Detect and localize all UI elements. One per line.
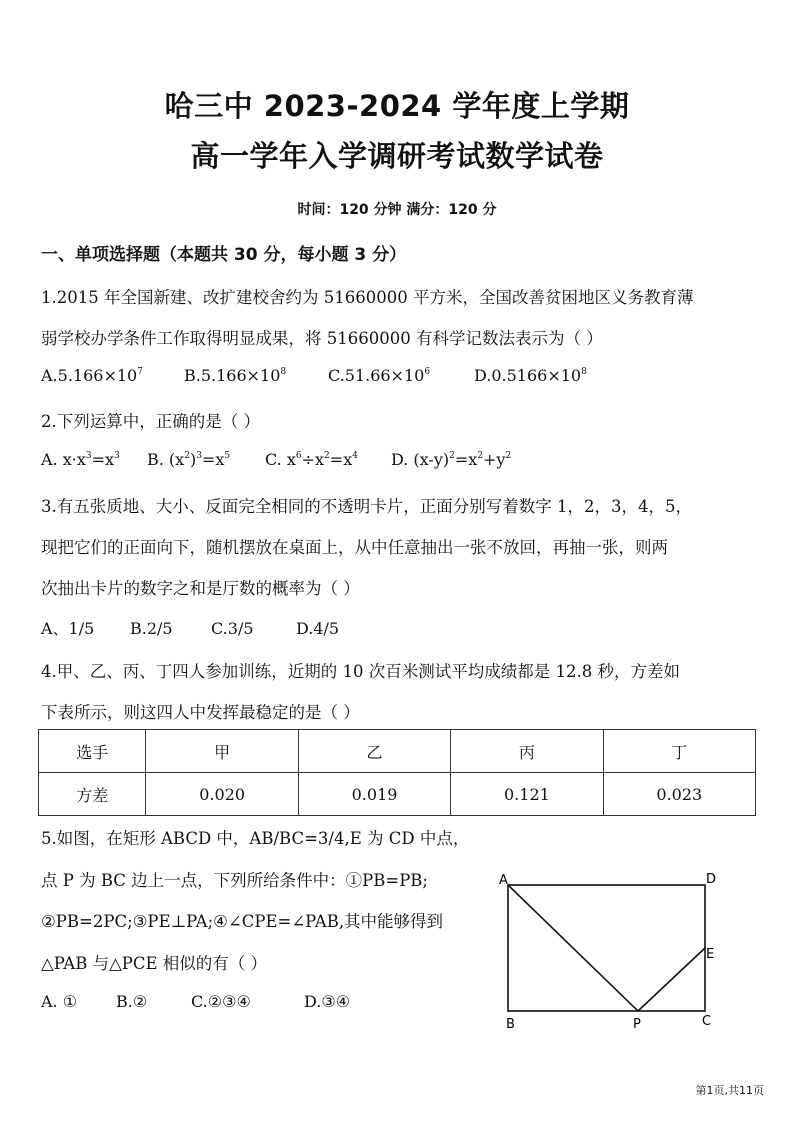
q3-line2: 现把它们的正面向下，随机摆放在桌面上，从中任意抽出一张不放回，再抽一张，则两 [41,538,668,557]
q1-option-a: $A.5.166\times 10^7$ [41,366,143,385]
rectangle-abcd [508,885,705,1011]
exam-time-and-score: 时间：120 分钟 满分：120 分 [297,202,497,218]
table-cell: 乙 [298,730,450,773]
q5-line2: 点 P 为 BC 边上一点，下列所给条件中：①PB=PB; [41,871,428,890]
exam-title-line1: 哈三中 2023-2024 学年度上学期 [164,89,630,123]
q3-option-c: C.3/5 [211,619,254,638]
table-cell: 选手 [39,730,146,773]
q5-line4: △PAB 与△PCE 相似的有（ ） [41,954,268,973]
q1-line2: 弱学校办学条件工作取得明显成果，将 51660000 有科学记数法表示为（ ） [41,329,603,348]
q5-option-c: C.②③④ [191,992,251,1011]
label-e: E [706,947,715,962]
segment-ap [508,885,638,1011]
q1-option-b: $B.5.166\times 10^8$ [184,366,287,385]
table-cell: 0.023 [603,773,755,816]
label-b: B [506,1017,515,1032]
q5-option-b: B.② [116,992,148,1011]
label-c: C [702,1014,712,1029]
table-cell: 0.121 [451,773,603,816]
table-header-row [39,730,756,773]
table-cell: 0.019 [298,773,450,816]
q2-options [41,450,511,469]
q3-line1: 3.有五张质地、大小、反面完全相同的不透明卡片，正面分别写着数字 1，2，3，4，5， [41,497,692,516]
q5-option-a: A. ① [41,992,78,1011]
q1-options [41,366,587,385]
table-row [39,773,756,816]
label-p: P [633,1017,641,1032]
table-cell: 方差 [39,773,146,816]
q4-line2: 下表所示，则这四人中发挥最稳定的是（ ） [41,703,360,722]
q4-line1: 4.甲、乙、丙、丁四人参加训练，近期的 10 次百米测试平均成绩都是 12.8 秒，方差如 [41,662,680,681]
q5-options [41,992,350,1011]
q3-line3: 次抽出卡片的数字之和是厅数的概率为（ ） [41,579,360,598]
q1-option-d: $D.0.5166\times 10^8$ [474,366,587,385]
page-number: 第1页,共11页 [695,1084,764,1097]
q3-option-d: D.4/5 [296,619,340,638]
label-d: D [706,872,717,887]
label-a: A [499,873,508,888]
q5-line3: ②PB=2PC;③PE⊥PA;④∠CPE=∠PAB,其中能够得到 [41,912,444,931]
q2-option-c: C. $x^6\div x^2=x^4$ [265,450,358,469]
q1-line1: 1.2015 年全国新建、改扩建校舍约为 51660000 平方米，全国改善贫困地区义务教育薄 [41,288,694,307]
q2-stem: 2.下列运算中，正确的是（ ） [41,412,260,431]
segment-pe [638,948,705,1011]
q2-option-b: B. $(x^2)^3=x^5$ [147,450,231,469]
exam-title-line2: 高一学年入学调研考试数学试卷 [190,139,604,173]
q1-option-c: $C.51.66\times 10^6$ [328,366,431,385]
q3-options [41,616,339,639]
q2-option-a: A. $x\cdot x^3=x^3$ [41,450,120,469]
section-heading: 一、单项选择题（本题共 30 分，每小题 3 分） [41,245,407,265]
variance-table [38,729,756,816]
q3-option-a: A、1/5 [41,619,95,638]
table-cell: 丁 [603,730,755,773]
q3-option-b: B.2/5 [130,619,173,638]
table-cell: 0.020 [146,773,298,816]
rectangle-geometry-figure [492,862,732,1034]
q5-line1: 5.如图，在矩形 ABCD 中，AB/BC=3/4,E 为 CD 中点， [41,829,470,848]
q5-option-d: D.③④ [304,992,351,1011]
q2-option-d: D. $(x-y)^2=x^2+y^2$ [391,450,512,469]
table-cell: 甲 [146,730,298,773]
table-cell: 丙 [451,730,603,773]
